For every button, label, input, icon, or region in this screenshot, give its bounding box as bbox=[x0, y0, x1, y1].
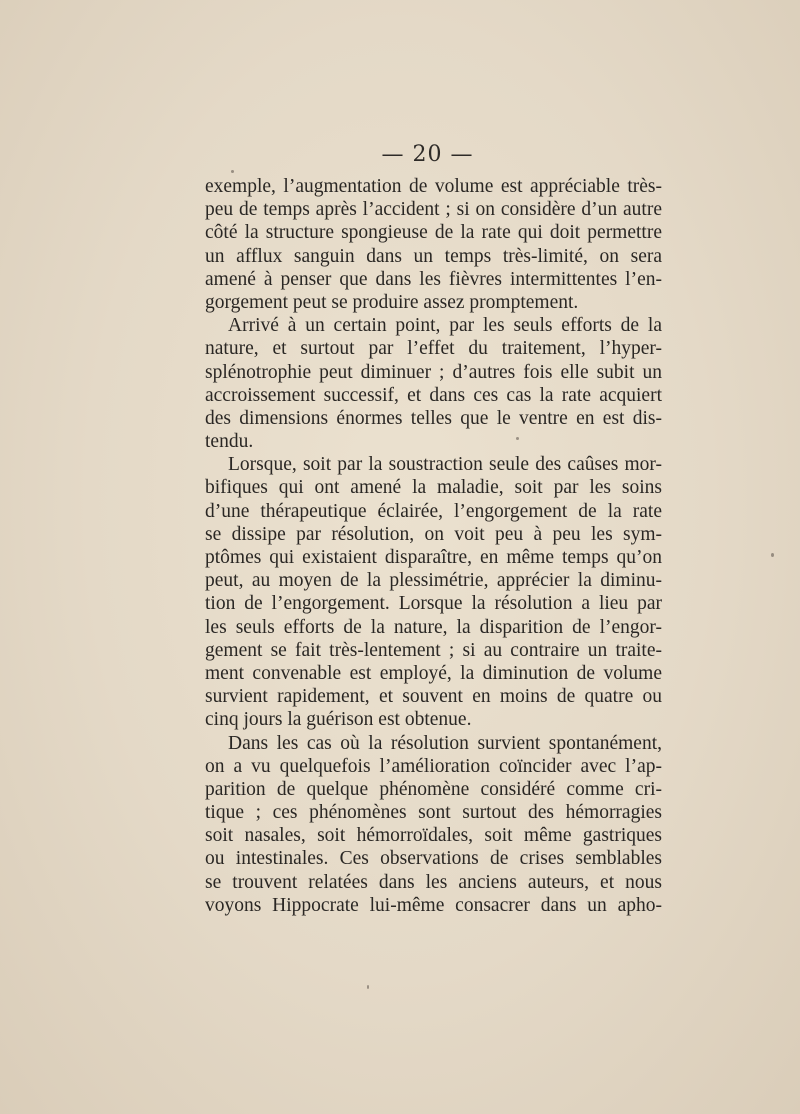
page-number: — 20 — bbox=[381, 142, 474, 167]
text-line: bifiques qui ont amené la maladie, soit par les soins bbox=[205, 477, 662, 499]
ink-speck bbox=[231, 170, 234, 173]
text-line: tion de l’engorgement. Lorsque la résolution a lieu par bbox=[205, 593, 662, 615]
text-line: tendu. bbox=[205, 431, 254, 453]
text-line: survient rapidement, et souvent en moins de quatre ou bbox=[205, 686, 662, 708]
text-line: parition de quelque phénomène considéré comme cri- bbox=[205, 778, 662, 800]
text-line: peut, au moyen de la plessimétrie, apprécier la diminu- bbox=[205, 570, 662, 592]
ink-speck bbox=[771, 553, 774, 557]
text-line: gement se fait très-lentement ; si au contraire un traite- bbox=[205, 639, 662, 661]
text-line: ptômes qui existaient disparaître, en même temps qu’on bbox=[205, 547, 662, 568]
text-line: ment convenable est employé, la diminution de volume bbox=[205, 662, 662, 684]
text-line: nature, et surtout par l’effet du traitement, l’hyper- bbox=[205, 338, 662, 360]
text-line: exemple, l’augmentation de volume est appréciable très- bbox=[205, 176, 662, 197]
text-line: gorgement peut se produire assez promptement. bbox=[205, 291, 579, 313]
text-line: on a vu quelquefois l’amélioration coïncider avec l’ap- bbox=[205, 755, 662, 777]
text-line: d’une thérapeutique éclairée, l’engorgement de la rate bbox=[205, 500, 662, 522]
text-line: les seuls efforts de la nature, la disparition de l’engor- bbox=[205, 616, 662, 638]
text-line: cinq jours la guérison est obtenue. bbox=[205, 709, 472, 731]
text-line: amené à penser que dans les fièvres intermittentes l’en- bbox=[205, 268, 662, 290]
text-line: ou intestinales. Ces observations de crises semblables bbox=[205, 848, 662, 870]
text-line: se trouvent relatées dans les anciens auteurs, et nous bbox=[205, 871, 662, 893]
text-line: soit nasales, soit hémorroïdales, soit même gastriques bbox=[205, 825, 662, 847]
text-line: un afflux sanguin dans un temps très-limité, on sera bbox=[205, 245, 662, 267]
text-line: Arrivé à un certain point, par les seuls efforts de la bbox=[228, 315, 662, 337]
text-line: Lorsque, soit par la soustraction seule des caûses mor- bbox=[228, 454, 662, 476]
body-text bbox=[205, 175, 662, 917]
text-line: des dimensions énormes telles que le ventre en est dis- bbox=[205, 407, 662, 429]
text-line: tique ; ces phénomènes sont surtout des hémorragies bbox=[205, 802, 662, 824]
text-line: voyons Hippocrate lui-même consacrer dans un apho- bbox=[205, 894, 662, 916]
text-line: Dans les cas où la résolution survient spontanément, bbox=[228, 732, 662, 754]
ink-speck bbox=[367, 985, 369, 989]
text-line: côté la structure spongieuse de la rate qui doit permettre bbox=[205, 222, 662, 244]
text-line: se dissipe par résolution, on voit peu à peu les sym- bbox=[205, 523, 662, 545]
text-line: splénotrophie peut diminuer ; d’autres fois elle subit un bbox=[205, 361, 662, 383]
text-line: peu de temps après l’accident ; si on considère d’un autre bbox=[205, 199, 662, 221]
ink-speck bbox=[516, 437, 519, 440]
text-line: accroissement successif, et dans ces cas la rate acquiert bbox=[205, 384, 662, 406]
